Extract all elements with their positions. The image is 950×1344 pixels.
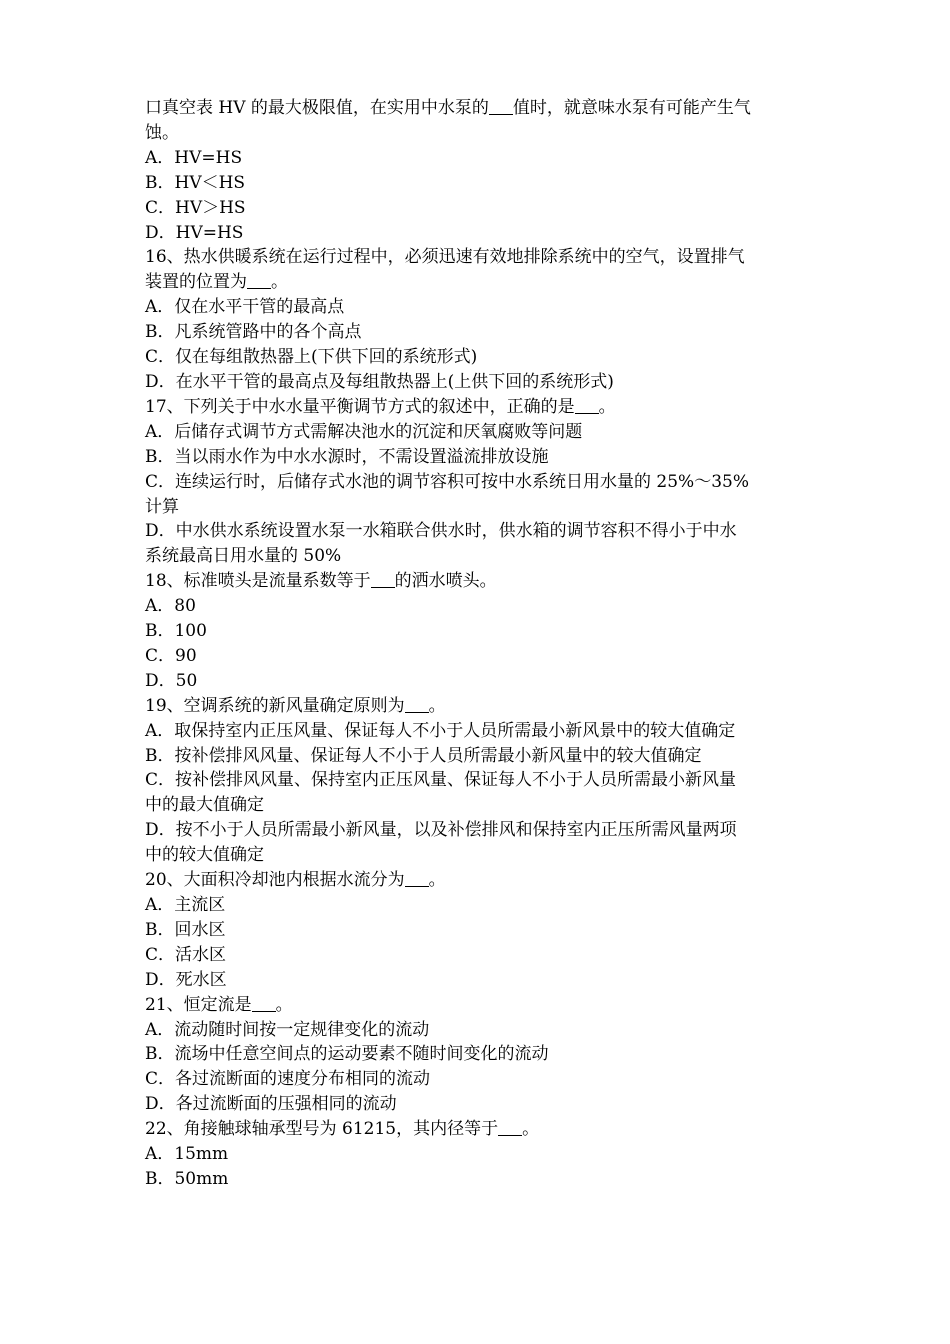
text-segment: C．按补偿排风风量、保持室内正压风量、保证每人不小于人员所需最小新风量 bbox=[145, 770, 737, 791]
text-segment: 20、大面积冷却池内根据水流分为 bbox=[145, 870, 405, 891]
text-segment: D．各过流断面的压强相同的流动 bbox=[145, 1094, 397, 1115]
text-segment: A．后储存式调节方式需解决池水的沉淀和厌氧腐败等问题 bbox=[145, 421, 583, 442]
text-line bbox=[145, 121, 810, 146]
text-segment: B．100 bbox=[145, 621, 207, 642]
text-line bbox=[145, 96, 810, 121]
text-segment: 装置的位置为 bbox=[145, 272, 247, 293]
text-line bbox=[145, 1092, 810, 1117]
text-segment: 系统最高日用水量的 50% bbox=[145, 546, 342, 567]
text-line bbox=[145, 171, 810, 196]
answer-blank bbox=[575, 396, 599, 414]
text-line bbox=[145, 793, 810, 818]
text-segment: A．80 bbox=[145, 596, 196, 617]
text-line bbox=[145, 893, 810, 918]
text-segment: D．按不小于人员所需最小新风量，以及补偿排风和保持室内正压所需风量两项 bbox=[145, 820, 737, 841]
answer-blank bbox=[405, 869, 429, 887]
text-line bbox=[145, 146, 810, 171]
text-line bbox=[145, 943, 810, 968]
text-line bbox=[145, 619, 810, 644]
text-segment: B．凡系统管路中的各个高点 bbox=[145, 322, 362, 343]
text-segment: C．仅在每组散热器上(下供下回的系统形式) bbox=[145, 347, 478, 368]
text-segment: A．HV=HS bbox=[145, 147, 243, 168]
text-line bbox=[145, 495, 810, 520]
text-line bbox=[145, 818, 810, 843]
answer-blank bbox=[371, 570, 395, 588]
text-line bbox=[145, 644, 810, 669]
text-segment: 。 bbox=[428, 870, 446, 891]
text-line bbox=[145, 1042, 810, 1067]
text-segment: A．仅在水平干管的最高点 bbox=[145, 297, 345, 318]
text-segment: A．取保持室内正压风量、保证每人不小于人员所需最小新风景中的较大值确定 bbox=[145, 720, 736, 741]
text-line bbox=[145, 470, 810, 495]
text-segment: D．死水区 bbox=[145, 969, 227, 990]
text-line bbox=[145, 1142, 810, 1167]
text-segment: 口真空表 HV 的最大极限值，在实用中水泵的 bbox=[145, 98, 489, 118]
text-segment: D．HV=HS bbox=[145, 222, 244, 243]
text-line bbox=[145, 270, 810, 295]
text-segment: 16、热水供暖系统在运行过程中，必须迅速有效地排除系统中的空气，设置排气 bbox=[145, 247, 745, 268]
text-segment: D．50 bbox=[145, 670, 198, 691]
text-line bbox=[145, 519, 810, 544]
text-segment: A．主流区 bbox=[145, 895, 226, 915]
text-line bbox=[145, 569, 810, 594]
text-segment: A．15mm bbox=[145, 1144, 229, 1165]
text-line bbox=[145, 196, 810, 221]
answer-blank bbox=[252, 994, 276, 1012]
text-segment: 21、恒定流是 bbox=[145, 994, 252, 1015]
text-line bbox=[145, 1067, 810, 1092]
text-segment: D．中水供水系统设置水泵一水箱联合供水时，供水箱的调节容积不得小于中水 bbox=[145, 521, 737, 542]
text-segment: 中的最大值确定 bbox=[145, 795, 264, 816]
text-segment: 计算 bbox=[145, 496, 179, 517]
answer-blank bbox=[489, 97, 513, 115]
text-line bbox=[145, 544, 810, 569]
text-line bbox=[145, 1117, 810, 1142]
text-segment: C．各过流断面的速度分布相同的流动 bbox=[145, 1069, 431, 1090]
text-line bbox=[145, 843, 810, 868]
text-segment: B．HV＜HS bbox=[145, 172, 246, 193]
text-segment: B．按补偿排风风量、保证每人不小于人员所需最小新风量中的较大值确定 bbox=[145, 745, 702, 766]
text-line bbox=[145, 1018, 810, 1043]
text-segment: 。 bbox=[598, 396, 616, 417]
text-line bbox=[145, 993, 810, 1018]
text-line bbox=[145, 719, 810, 744]
answer-blank bbox=[498, 1118, 522, 1136]
text-segment: 。 bbox=[428, 695, 446, 716]
text-segment: B．回水区 bbox=[145, 919, 226, 940]
text-segment: 蚀。 bbox=[145, 122, 179, 143]
text-segment: 中的较大值确定 bbox=[145, 845, 264, 866]
text-segment: 。 bbox=[522, 1119, 540, 1140]
text-line bbox=[145, 768, 810, 793]
text-line bbox=[145, 370, 810, 395]
text-line bbox=[145, 694, 810, 719]
text-line bbox=[145, 295, 810, 320]
text-segment: 17、下列关于中水水量平衡调节方式的叙述中，正确的是 bbox=[145, 396, 575, 417]
text-segment: B．50mm bbox=[145, 1168, 229, 1189]
text-line bbox=[145, 395, 810, 420]
text-segment: C．活水区 bbox=[145, 944, 227, 965]
text-line bbox=[145, 669, 810, 694]
text-line bbox=[145, 968, 810, 993]
text-segment: 22、角接触球轴承型号为 61215，其内径等于 bbox=[145, 1119, 499, 1140]
text-line bbox=[145, 1167, 810, 1192]
text-segment: 。 bbox=[275, 994, 293, 1015]
text-segment: D．在水平干管的最高点及每组散热器上(上供下回的系统形式) bbox=[145, 371, 614, 392]
document-body bbox=[145, 96, 810, 1192]
text-line bbox=[145, 221, 810, 246]
text-segment: C．连续运行时，后储存式水池的调节容积可按中水系统日用水量的 25%～35% bbox=[145, 471, 749, 492]
answer-blank bbox=[247, 271, 271, 289]
text-segment: C．HV＞HS bbox=[145, 197, 246, 218]
text-segment: B．流场中任意空间点的运动要素不随时间变化的流动 bbox=[145, 1044, 549, 1065]
text-segment: 19、空调系统的新风量确定原则为 bbox=[145, 695, 405, 716]
text-line bbox=[145, 918, 810, 943]
text-segment: 值时，就意味水泵有可能产生气 bbox=[512, 98, 751, 118]
text-segment: A．流动随时间按一定规律变化的流动 bbox=[145, 1019, 430, 1040]
text-line bbox=[145, 445, 810, 470]
text-line bbox=[145, 345, 810, 370]
text-segment: 。 bbox=[271, 272, 288, 293]
text-segment: 的洒水喷头。 bbox=[394, 571, 497, 592]
answer-blank bbox=[405, 695, 429, 713]
text-line bbox=[145, 868, 810, 893]
text-line bbox=[145, 320, 810, 345]
text-segment: B．当以雨水作为中水水源时，不需设置溢流排放设施 bbox=[145, 446, 549, 467]
text-line bbox=[145, 744, 810, 769]
text-segment: C．90 bbox=[145, 645, 197, 666]
text-line bbox=[145, 420, 810, 445]
text-line bbox=[145, 245, 810, 270]
text-line bbox=[145, 594, 810, 619]
text-segment: 18、标准喷头是流量系数等于 bbox=[145, 571, 371, 592]
